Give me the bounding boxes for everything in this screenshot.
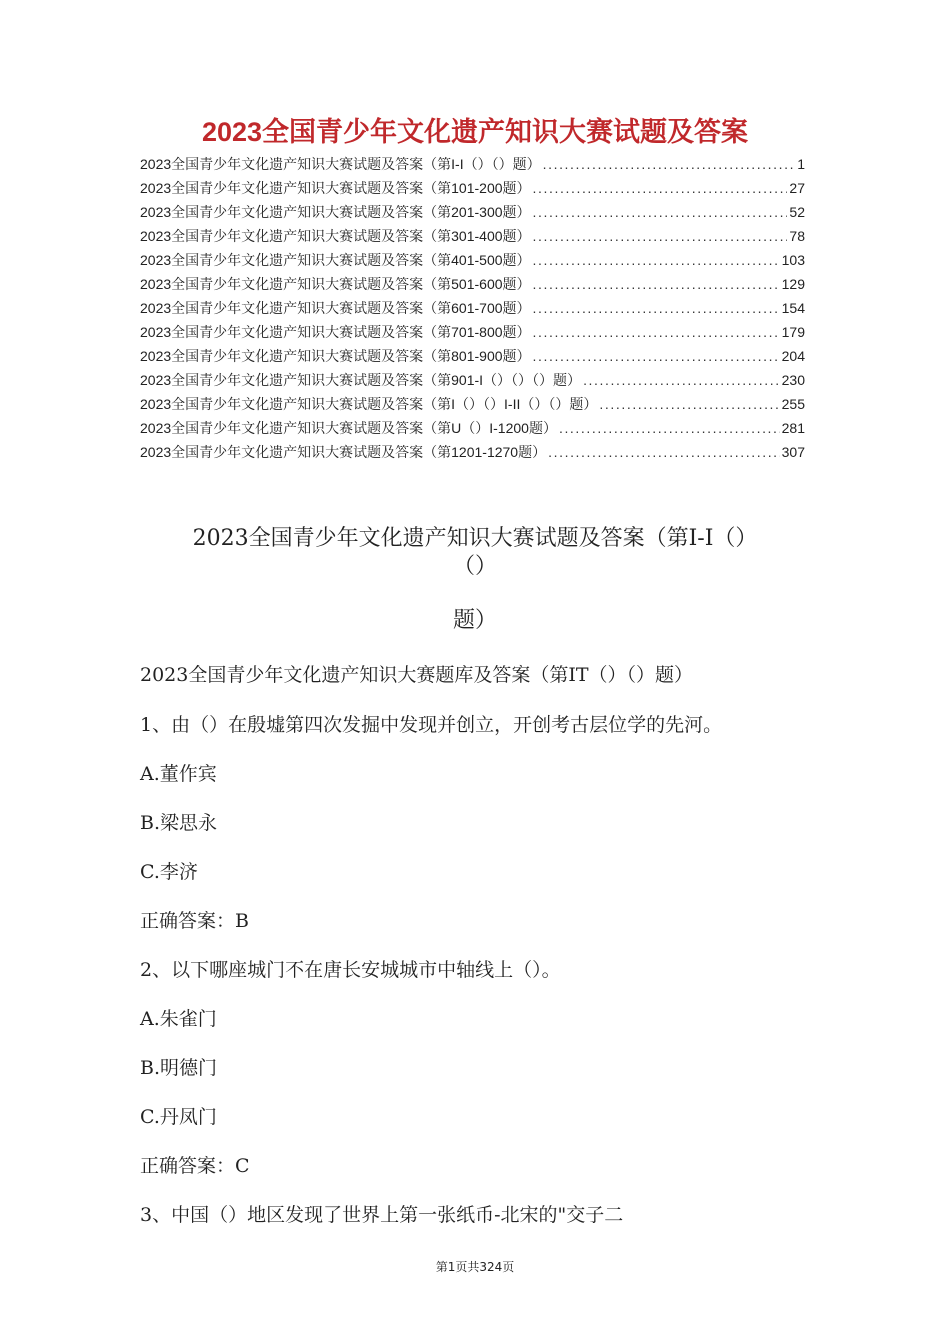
question-answer: 正确答案：C xyxy=(140,1155,250,1177)
toc-entry-text: 2023全国青少年文化遗产知识大赛试题及答案（第801-900题） xyxy=(140,348,531,364)
toc-dot-leader xyxy=(583,372,780,388)
toc-entry[interactable] xyxy=(140,226,805,250)
toc-entry-page: 255 xyxy=(781,396,805,412)
toc-entry-text: 2023全国青少年文化遗产知识大赛试题及答案（第601-700题） xyxy=(140,300,531,316)
toc-dot-leader xyxy=(533,276,780,292)
toc-dot-leader xyxy=(599,396,779,412)
toc-entry-page: 179 xyxy=(781,324,805,340)
subheading: 2023全国青少年文化遗产知识大赛题库及答案（第IT（）（）题） xyxy=(140,664,694,686)
question-option: C.李济 xyxy=(140,861,198,883)
section-heading-line1: 2023全国青少年文化遗产知识大赛试题及答案（第I-I（） xyxy=(192,526,758,551)
question-option: A.董作宾 xyxy=(140,763,217,785)
toc-dot-leader xyxy=(533,180,788,196)
toc-entry[interactable] xyxy=(140,346,805,370)
toc-dot-leader xyxy=(548,444,780,460)
question-answer: 正确答案：B xyxy=(140,910,249,932)
section-heading-line3: 题） xyxy=(452,608,497,633)
question-stem: 3、中国（）地区发现了世界上第一张纸币-北宋的"交子二 xyxy=(140,1204,624,1226)
question-stem: 2、以下哪座城门不在唐长安城城市中轴线上（）。 xyxy=(140,959,561,981)
document-title: 2023全国青少年文化遗产知识大赛试题及答案 xyxy=(201,117,749,147)
toc-entry-page: 27 xyxy=(789,180,805,196)
toc-entry[interactable] xyxy=(140,274,805,298)
toc-dot-leader xyxy=(533,252,780,268)
toc-entry-page: 230 xyxy=(781,372,805,388)
toc-entry-page: 154 xyxy=(781,300,805,316)
toc-dot-leader xyxy=(559,420,780,436)
toc-entry[interactable] xyxy=(140,202,805,226)
toc-entry-text: 2023全国青少年文化遗产知识大赛试题及答案（第501-600题） xyxy=(140,276,531,292)
toc-entry-page: 52 xyxy=(789,204,805,220)
question-option: B.明德门 xyxy=(140,1057,218,1079)
toc-entry[interactable] xyxy=(140,418,805,442)
toc-entry[interactable] xyxy=(140,394,805,418)
toc-entry-text: 2023全国青少年文化遗产知识大赛试题及答案（第901-I（）（）（）题） xyxy=(140,372,582,388)
toc-entry-text: 2023全国青少年文化遗产知识大赛试题及答案（第301-400题） xyxy=(140,228,531,244)
question-option: C.丹凤门 xyxy=(140,1106,217,1128)
toc-entry-text: 2023全国青少年文化遗产知识大赛试题及答案（第701-800题） xyxy=(140,324,531,340)
toc-entry-text: 2023全国青少年文化遗产知识大赛试题及答案（第U（）I-1200题） xyxy=(140,420,557,436)
toc-entry-text: 2023全国青少年文化遗产知识大赛试题及答案（第401-500题） xyxy=(140,252,531,268)
page-footer: 第1页共324页 xyxy=(435,1260,515,1274)
toc-entry-text: 2023全国青少年文化遗产知识大赛试题及答案（第101-200题） xyxy=(140,180,531,196)
toc-dot-leader xyxy=(533,324,780,340)
toc-dot-leader xyxy=(533,204,788,220)
toc-entry-page: 307 xyxy=(781,444,805,460)
question-option: B.梁思永 xyxy=(140,812,218,834)
toc-entry[interactable] xyxy=(140,298,805,322)
toc-dot-leader xyxy=(533,228,788,244)
toc-entry-page: 78 xyxy=(789,228,805,244)
section-heading-line2: （） xyxy=(452,554,497,579)
toc-entry-page: 1 xyxy=(797,156,805,172)
toc-dot-leader xyxy=(543,156,796,172)
toc-entry[interactable] xyxy=(140,442,805,466)
question-stem: 1、由（）在殷墟第四次发掘中发现并创立，开创考古层位学的先河。 xyxy=(140,714,723,736)
toc-dot-leader xyxy=(533,348,780,364)
toc-entry[interactable] xyxy=(140,322,805,346)
toc-entry[interactable] xyxy=(140,154,805,178)
table-of-contents xyxy=(140,154,805,466)
toc-entry[interactable] xyxy=(140,178,805,202)
toc-entry-text: 2023全国青少年文化遗产知识大赛试题及答案（第201-300题） xyxy=(140,204,531,220)
question-option: A.朱雀门 xyxy=(140,1008,217,1030)
toc-entry-text: 2023全国青少年文化遗产知识大赛试题及答案（第1201-1270题） xyxy=(140,444,547,460)
toc-entry-page: 103 xyxy=(781,252,805,268)
toc-entry[interactable] xyxy=(140,370,805,394)
toc-entry-text: 2023全国青少年文化遗产知识大赛试题及答案（第I（）（）I-II（）（）题） xyxy=(140,396,598,412)
toc-entry[interactable] xyxy=(140,250,805,274)
toc-entry-page: 281 xyxy=(781,420,805,436)
toc-entry-text: 2023全国青少年文化遗产知识大赛试题及答案（第I-I（）（）题） xyxy=(140,156,541,172)
toc-entry-page: 204 xyxy=(781,348,805,364)
toc-entry-page: 129 xyxy=(781,276,805,292)
toc-dot-leader xyxy=(533,300,780,316)
